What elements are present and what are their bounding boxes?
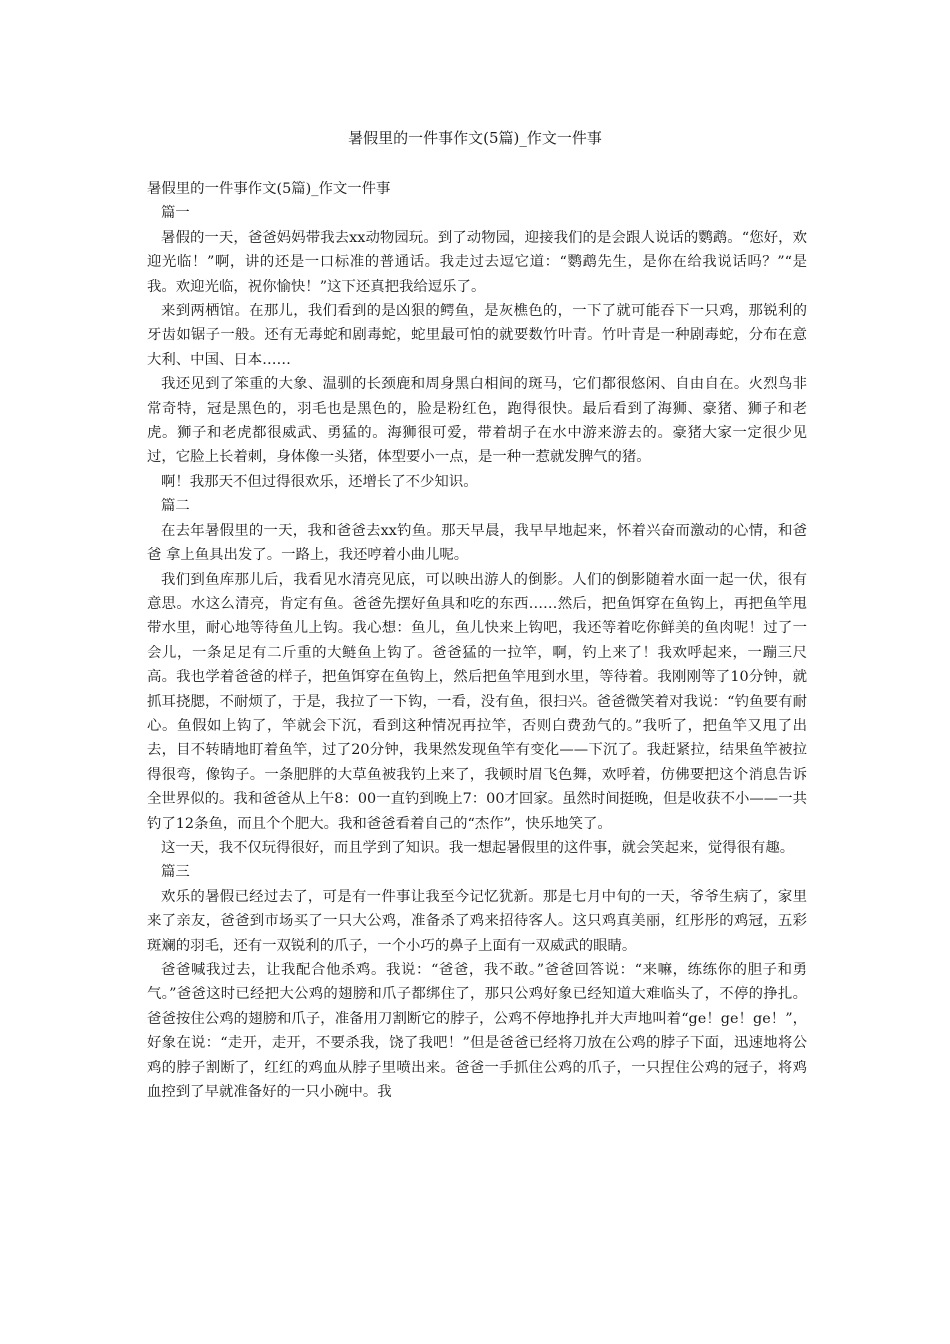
paragraph: 在去年暑假里的一天，我和爸爸去xx钓鱼。那天早晨，我早早地起来，怀着兴奋而激动的心情，和爸爸 拿上鱼具出发了。一路上，我还哼着小曲儿呢。 [147,522,807,564]
paragraph: 暑假的一天，爸爸妈妈带我去xx动物园玩。到了动物园，迎接我们的是会跟人说话的鹦鹉。“您好，欢迎光临！”啊，讲的还是一口标准的普通话。我走过去逗它道：“鹦鹉先生，是你在给我说话吗？”“是我。欢迎光临，祝你愉快！”这下还真把我给逗乐了。 [147,229,807,295]
document-body [147,177,807,1104]
section-heading: 篇二 [161,498,190,515]
paragraph: 我们到鱼库那儿后，我看见水清亮见底，可以映出游人的倒影。人们的倒影随着水面一起一伏，很有意思。水这么清亮，肯定有鱼。爸爸先摆好鱼具和吃的东西……然后，把鱼饵穿在鱼钩上，再把鱼竿甩带水里，耐心地等待鱼儿上钩。我心想：鱼儿，鱼儿快来上钩吧，我还等着吃你鲜美的鱼肉呢！过了一会儿，一条足足有二斤重的大鲢鱼上钩了。爸爸猛的一拉竿，啊，钓上来了！我欢呼起来，一蹦三尺高。我也学着爸爸的样子，把鱼饵穿在鱼钩上，然后把鱼竿甩到水里，等待着。我刚刚等了10分钟，就抓耳挠腮，不耐烦了，于是，我拉了一下钩，一看，没有鱼，很扫兴。爸爸微笑着对我说：“钓鱼要有耐心。鱼假如上钩了，竿就会下沉，看到这种情况再拉竿，否则白费劲气的。”我听了，把鱼竿又甩了出去，目不转睛地盯着鱼竿，过了20分钟，我果然发现鱼竿有变化——下沉了。我赶紧拉，结果鱼竿被拉得很弯，像钩子。一条肥胖的大草鱼被我钓上来了，我顿时眉飞色舞，欢呼着，仿佛要把这个消息告诉全世界似的。我和爸爸从上午8：00一直钓到晚上7：00才回家。虽然时间挺晚，但是收获不小——一共钓了12条鱼，而且个个肥大。我和爸爸看着自己的“杰作”，快乐地笑了。 [147,571,807,832]
paragraph: 欢乐的暑假已经过去了，可是有一件事让我至今记忆犹新。那是七月中旬的一天，爷爷生病了，家里来了亲友，爸爸到市场买了一只大公鸡，准备杀了鸡来招待客人。这只鸡真美丽，红彤彤的鸡冠，五彩斑斓的羽毛，还有一双锐利的爪子，一个小巧的鼻子上面有一双威武的眼睛。 [147,888,807,954]
paragraph: 我还见到了笨重的大象、温驯的长颈鹿和周身黑白相间的斑马，它们都很悠闲、自由自在。火烈鸟非常奇特，冠是黑色的，羽毛也是黑色的，脸是粉红色，跑得很快。最后看到了海狮、豪猪、狮子和老虎。狮子和老虎都很威武、勇猛的。海狮很可爱，带着胡子在水中游来游去的。豪猪大家一定很少见过，它脸上长着刺，身体像一头猪，体型要小一点，是一种一惹就发脾气的猪。 [147,376,807,466]
paragraph: 来到两栖馆。在那儿，我们看到的是凶狠的鳄鱼，是灰樵色的，一下了就可能吞下一只鸡，那锐利的牙齿如锯子一般。还有无毒蛇和剧毒蛇，蛇里最可怕的就要数竹叶青。竹叶青是一种剧毒蛇，分布在意大利、中国、日本…… [147,303,807,368]
document-subtitle: 暑假里的一件事作文(5篇)_作文一件事 [147,181,391,197]
section-heading: 篇一 [161,205,190,222]
paragraph: 爸爸喊我过去，让我配合他杀鸡。我说：“爸爸，我不敢。”爸爸回答说：“来嘛，练练你的胆子和勇气。”爸爸这时已经把大公鸡的翅膀和爪子都绑住了，那只公鸡好象已经知道大难临头了，不停的挣扎。爸爸按住公鸡的翅膀和爪子，准备用刀割断它的脖子，公鸡不停地挣扎并大声地叫着“ge！ge！ge！”，好象在说：“走开，走开，不要杀我，饶了我吧！”但是爸爸已经将刀放在公鸡的脖子下面，迅速地将公鸡的脖子割断了，红红的鸡血从脖子里喷出来。爸爸一手抓住公鸡的爪子，一只捏住公鸡的冠子，将鸡血控到了早就准备好的一只小碗中。我 [147,962,807,1101]
paragraph: 这一天，我不仅玩得很好，而且学到了知识。我一想起暑假里的这件事，就会笑起来，觉得很有趣。 [161,839,795,856]
document-title: 暑假里的一件事作文(5篇)_作文一件事 [348,129,602,147]
paragraph: 啊！我那天不但过得很欢乐，还增长了不少知识。 [161,473,478,490]
section-heading: 篇三 [161,864,190,881]
